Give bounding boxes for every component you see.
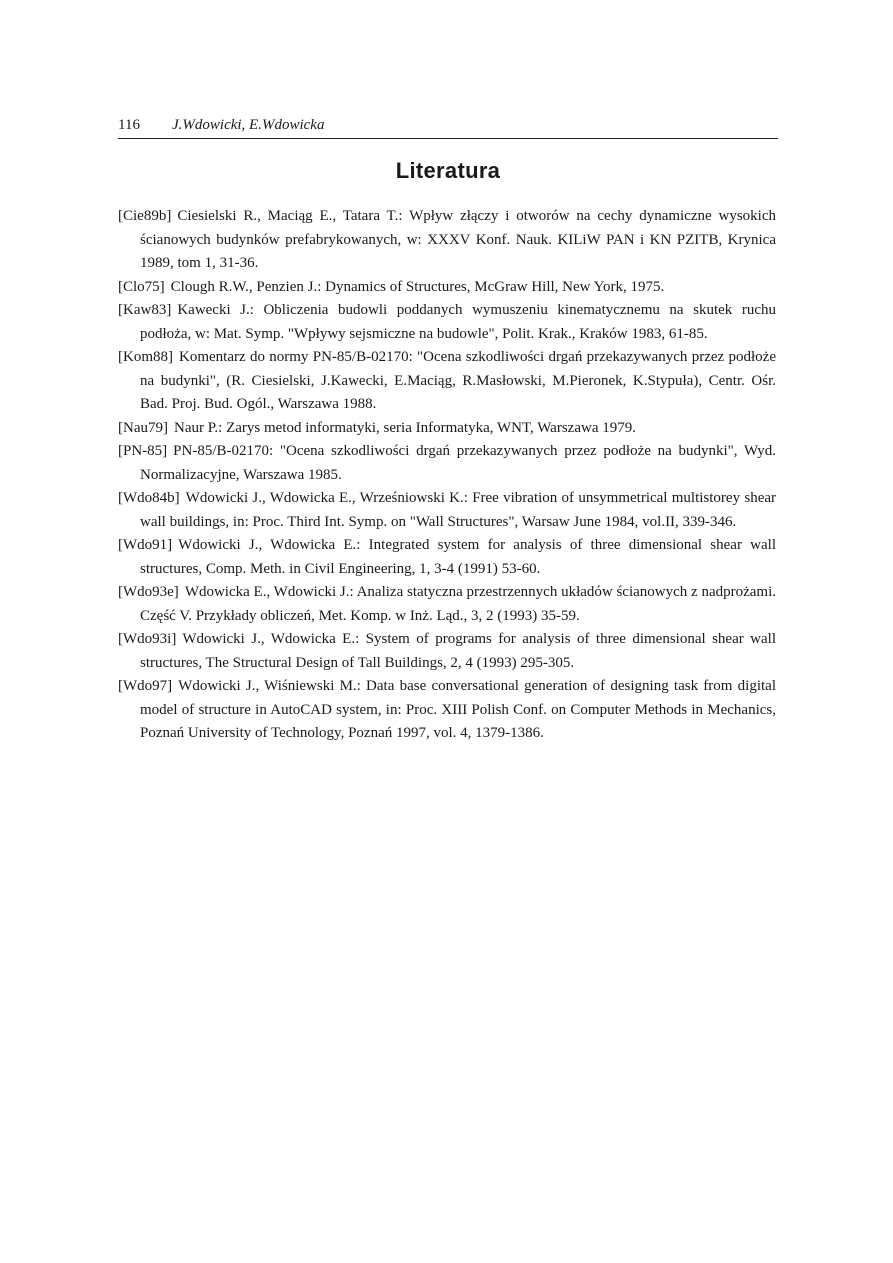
reference-text: Naur P.: Zarys metod informatyki, seria Informatyka, WNT, Warszawa 1979. <box>173 419 636 436</box>
reference-item <box>118 534 776 581</box>
reference-item <box>118 440 776 487</box>
reference-item <box>118 628 776 675</box>
reference-item <box>118 276 776 300</box>
reference-key: [Nau79] <box>118 419 168 436</box>
reference-text: Wdowicki J., Wdowicka E.: Integrated system for analysis of three dimensional shear wall structures, Comp. Meth. in Civil Engineering, 1, 3-4 (1991) 53-60. <box>140 537 776 577</box>
reference-item <box>118 346 776 417</box>
reference-text: Komentarz do normy PN-85/B-02170: "Ocena szkodliwości drgań przekazywanych przez podłoże na budynki", (R. Ciesielski, J.Kawecki, E.Maciąg, R.Masłowski, M.Pieronek, K.Stypuła), Centr. Ośr. Bad. Proj. Bud. Ogól., Warszawa 1988. <box>140 349 776 412</box>
page-number: 116 <box>118 117 140 133</box>
reference-item <box>118 205 776 276</box>
reference-key: [Wdo93i] <box>118 631 177 647</box>
reference-text: Wdowicki J., Wdowicka E., Wrześniowski K.: Free vibration of unsymmetrical multistorey shear wall buildings, in: Proc. Third Int. Symp. on "Wall Structures", Warsaw June 1984, vol.II, 339-346. <box>140 490 776 530</box>
reference-item <box>118 675 776 746</box>
reference-text: Wdowicki J., Wiśniewski M.: Data base conversational generation of designing task from digital model of structure in AutoCAD system, in: Proc. XIII Polish Conf. on Computer Methods in Mechanics, Poznań University of Technology, Poznań 1997, vol. 4, 1379-1386. <box>140 678 776 741</box>
reference-list <box>118 205 776 746</box>
reference-item <box>118 417 776 441</box>
running-header <box>118 115 778 139</box>
reference-key: [Wdo91] <box>118 537 173 553</box>
reference-item <box>118 581 776 628</box>
reference-text: Clough R.W., Penzien J.: Dynamics of Structures, McGraw Hill, New York, 1975. <box>170 278 665 295</box>
reference-key: [Kom88] <box>118 349 173 365</box>
reference-key: [Kaw83] <box>118 302 172 318</box>
running-header-authors: J.Wdowicki, E.Wdowicka <box>172 117 325 133</box>
reference-text: Wdowicki J., Wdowicka E.: System of programs for analysis of three dimensional shear wall structures, The Structural Design of Tall Buildings, 2, 4 (1993) 295-305. <box>140 631 776 671</box>
reference-item <box>118 299 776 346</box>
reference-key: [PN-85] <box>118 443 168 459</box>
section-title: Literatura <box>395 158 501 183</box>
reference-key: [Wdo97] <box>118 678 173 694</box>
reference-text: PN-85/B-02170: "Ocena szkodliwości drgań przekazywanych przez podłoże na budynki", Wyd. Normalizacyjne, Warszawa 1985. <box>140 443 776 483</box>
reference-key: [Clo75] <box>118 278 165 295</box>
reference-key: [Wdo84b] <box>118 490 180 506</box>
reference-key: [Cie89b] <box>118 208 172 224</box>
reference-item <box>118 487 776 534</box>
reference-text: Ciesielski R., Maciąg E., Tatara T.: Wpływ złączy i otworów na cechy dynamiczne wysokich ścianowych budynków prefabrykowanych, w: XXXV Konf. Nauk. KILiW PAN i KN PZITB, Krynica 1989, tom 1, 31-36. <box>140 208 776 271</box>
reference-text: Wdowicka E., Wdowicki J.: Analiza statyczna przestrzennych układów ścianowych z nadprożami. Część V. Przykłady obliczeń, Met. Komp. w Inż. Ląd., 3, 2 (1993) 35-59. <box>140 584 776 624</box>
reference-key: [Wdo93e] <box>118 584 179 600</box>
reference-text: Kawecki J.: Obliczenia budowli poddanych wymuszeniu kinematycznemu na skutek ruchu podłoża, w: Mat. Symp. "Wpływy sejsmiczne na budowle", Polit. Krak., Kraków 1983, 61-85. <box>140 302 776 342</box>
